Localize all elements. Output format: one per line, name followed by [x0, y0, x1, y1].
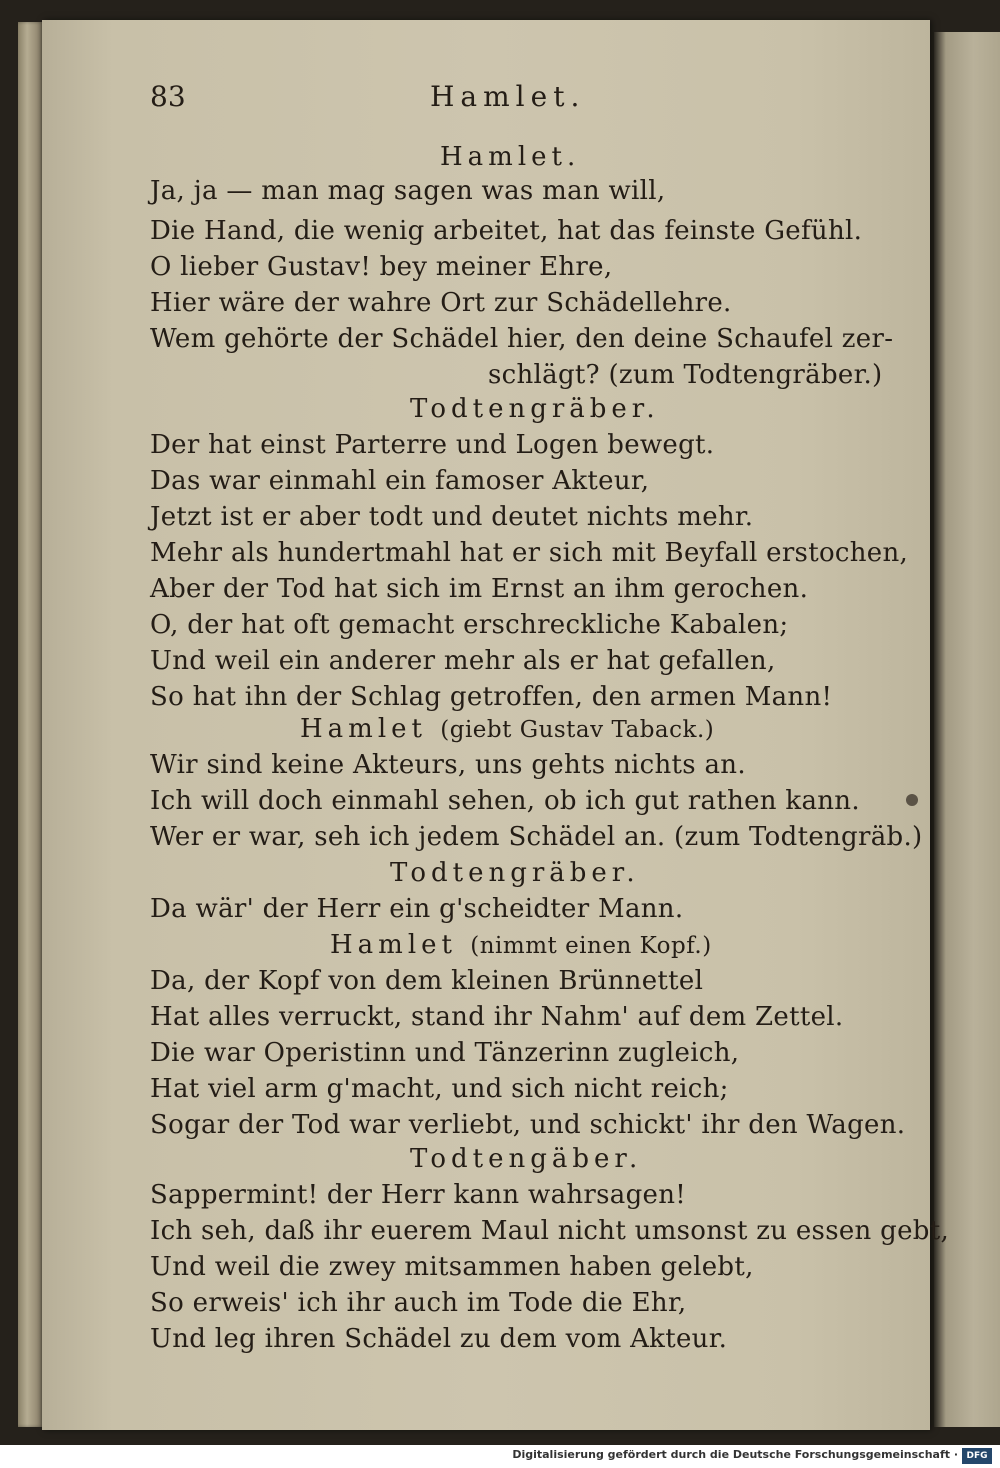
- speaker-name: Todtengäber.: [410, 1144, 643, 1174]
- verse-line: Wir sind keine Akteurs, uns gehts nichts an.: [150, 750, 746, 780]
- speaker-name: Todtengräber.: [410, 394, 660, 424]
- verse-line: O lieber Gustav! bey meiner Ehre,: [150, 252, 613, 282]
- speaker-name: Hamlet.: [440, 142, 581, 172]
- verse-line: Da wär' der Herr ein g'scheidter Mann.: [150, 894, 684, 924]
- verse-line: So erweis' ich ihr auch im Tode die Ehr,: [150, 1288, 687, 1318]
- speaker-heading: [300, 712, 714, 747]
- verse-line: Wem gehörte der Schädel hier, den deine Schaufel zer-: [150, 324, 894, 354]
- ink-speck: [906, 794, 918, 806]
- speaker-name: Hamlet: [300, 714, 427, 744]
- stage-direction: (nimmt einen Kopf.): [470, 933, 712, 959]
- stage-direction: (giebt Gustav Taback.): [440, 717, 715, 743]
- verse-line: Hat alles verruckt, stand ihr Nahm' auf dem Zettel.: [150, 1002, 844, 1032]
- page-stack-edge: [18, 22, 44, 1427]
- page-number: 83: [150, 80, 186, 113]
- digitization-footer: [0, 1445, 1000, 1468]
- verse-line: Und weil ein anderer mehr als er hat gefallen,: [150, 646, 776, 676]
- verse-line: Sogar der Tod war verliebt, und schickt' ihr den Wagen.: [150, 1110, 906, 1140]
- verse-line: Hier wäre der wahre Ort zur Schädellehre.: [150, 288, 732, 318]
- verse-line: Aber der Tod hat sich im Ernst an ihm gerochen.: [150, 574, 809, 604]
- funding-credit: Digitalisierung gefördert durch die Deutsche Forschungsgemeinschaft ·: [512, 1448, 958, 1461]
- speaker-heading: [390, 856, 640, 890]
- speaker-name: Hamlet: [330, 930, 457, 960]
- verse-line: Und leg ihren Schädel zu dem vom Akteur.: [150, 1324, 728, 1354]
- verse-line: Jetzt ist er aber todt und deutet nichts mehr.: [150, 502, 754, 532]
- verse-line: O, der hat oft gemacht erschreckliche Kabalen;: [150, 610, 789, 640]
- verse-line: Mehr als hundertmahl hat er sich mit Beyfall erstochen,: [150, 538, 909, 568]
- verse-line: Der hat einst Parterre und Logen bewegt.: [150, 430, 715, 460]
- speaker-heading: [330, 928, 712, 963]
- verse-line: Ich will doch einmahl sehen, ob ich gut rathen kann.: [150, 786, 860, 816]
- verse-line: schlägt? (zum Todtengräber.): [488, 360, 883, 390]
- speaker-heading: [440, 140, 580, 174]
- verse-line: Wer er war, seh ich jedem Schädel an. (zum Todtengräb.): [150, 822, 923, 852]
- verse-line: Die Hand, die wenig arbeitet, hat das feinste Gefühl.: [150, 216, 863, 246]
- speaker-heading: [410, 392, 660, 426]
- verse-line: Ja, ja — man mag sagen was man will,: [150, 176, 666, 206]
- verse-line: Da, der Kopf von dem kleinen Brünnettel: [150, 966, 704, 996]
- verse-line: Das war einmahl ein famoser Akteur,: [150, 466, 650, 496]
- verse-line: Sappermint! der Herr kann wahrsagen!: [150, 1180, 687, 1210]
- running-title: Hamlet.: [430, 80, 586, 113]
- speaker-heading: [410, 1142, 642, 1176]
- dfg-logo-icon: DFG: [962, 1448, 992, 1464]
- speaker-name: Todtengräber.: [390, 858, 640, 888]
- verse-line: So hat ihn der Schlag getroffen, den armen Mann!: [150, 682, 833, 712]
- verse-line: Ich seh, daß ihr euerem Maul nicht umsonst zu essen gebt,: [150, 1216, 950, 1246]
- verse-line: Die war Operistinn und Tänzerinn zugleich,: [150, 1038, 740, 1068]
- verse-line: Hat viel arm g'macht, und sich nicht reich;: [150, 1074, 729, 1104]
- verse-line: Und weil die zwey mitsammen haben gelebt,: [150, 1252, 754, 1282]
